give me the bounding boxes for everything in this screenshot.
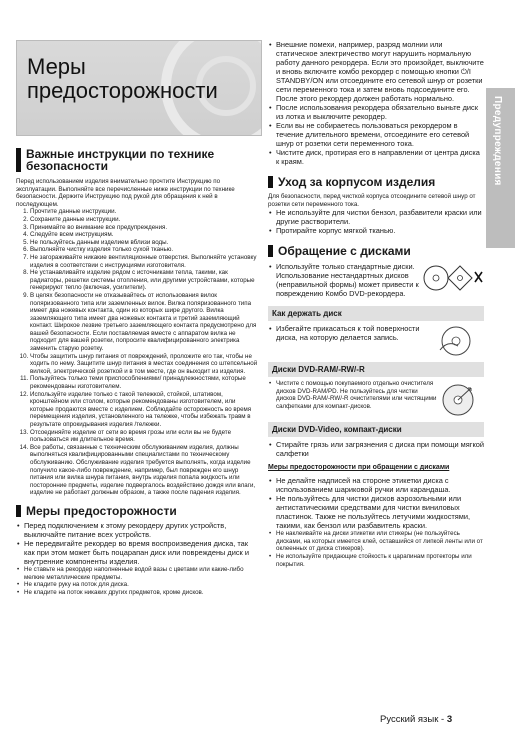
side-tab: [486, 88, 515, 248]
hand-holding-disc-icon: [436, 324, 476, 358]
disc-cleaning-icon: [438, 380, 480, 418]
list-item: 14. Все работы, связанные с техническим обслуживанием изделия, должны выполняться квалифицированными специалистами по техническому обслуживанию. Обслуживание изделия требуется выполнять, когда изделие получило какое-либо повреждение, например, был поврежден его шнур питания или вилка шнура питания, внутрь изделия попала жидкость или посторонние предметы, изделие подвергалось воздействию дождя или влаги, изделие не работает должным образом, а также после падения изделия.: [30, 444, 260, 497]
list-item: • Избегайте прикасаться к той поверхности диска, на которую делается запись.: [276, 324, 436, 342]
care-intro: Для безопасности, перед чисткой корпуса отсоедините сетевой шнур от розетки сети переменного тока.: [268, 193, 476, 208]
care-list: [268, 208, 484, 235]
list-item: • Не кладите на поток никаких других предметов, кроме дисков.: [24, 589, 260, 597]
list-item: 10. Чтобы защитить шнур питания от повреждений, проложите его так, чтобы не ходить по нему. Защитите шнур питания в местах соединения со штепсельной вилкой, электрической розеткой и в том месте, где он выходит из изделия.: [30, 353, 260, 376]
list-item: 6. Выполняйте чистку изделия только сухой тканью.: [30, 246, 260, 254]
safety-list: [16, 208, 260, 497]
title-banner: [16, 40, 262, 136]
list-item: • Не используйте придающие стойкость к царапинам протекторы или покрытия.: [276, 553, 484, 568]
list-item: • Не наклеивайте на диски этикетки или стикеры (не пользуйтесь дисками, на которых имеется клей, оставшийся от липкой ленты или от оклеенных от диска стикеров).: [276, 530, 484, 553]
list-item: • Чистите диск, протирая его в направлении от центра диска к краям.: [276, 148, 484, 166]
list-item: • Чистите с помощью покупаемого отдельно очистителя дисков DVD-RAM/PD. Не пользуйтесь для чистки дисков DVD-RAM/-RW/-R очистителями или чистящими салфетками для компакт-дисков.: [276, 380, 438, 410]
page-title: Меры предосторожности: [27, 54, 218, 103]
list-item: • Не передвигайте рекордер во время воспроизведения диска, так как при этом может быть поцарапан диск или повреждены диск и внутренние компоненты изделия.: [24, 539, 260, 566]
list-item: • Перед подключением к этому рекордеру других устройств, выключайте питание всех устройств.: [24, 521, 260, 539]
section-heading-care: Уход за корпусом изделия: [268, 176, 484, 188]
list-item: • Стирайте грязь или загрязнения с диска при помощи мягкой салфетки: [276, 440, 484, 458]
section-heading-safety: Важные инструкции по технике безопасности: [16, 148, 260, 172]
subheading-hold-disc: Как держать диск: [268, 306, 484, 321]
list-item: • Используйте только стандартные диски. Использование нестандартных дисков (неправильной формы) может привести к повреждению Комбо DVD-рекордера.: [276, 262, 422, 298]
list-item: • Не кладите руку на поток для диска.: [24, 581, 260, 589]
list-item: 8. Не устанавливайте изделие рядом с источниками тепла, такими, как радиаторы, решетки системы отопления, или другими устройствами, которые генерируют тепло (включая, усилители).: [30, 269, 260, 292]
list-item: 1. Прочтите данные инструкции.: [30, 208, 260, 216]
list-item: 12. Используйте изделие только с такой тележкой, стойкой, штативом, кронштейном или столом, которые рекомендованы изготовителем, или которые продаются вместе с изделием. Соблюдайте осторожность во время перемещения изделия, установленного на тележке, чтобы избежать травм в результате опрокидывания изделия /тележки.: [30, 391, 260, 429]
list-item: • Внешние помехи, например, разряд молнии или статическое электричество могут нарушить нормальную работу данного рекордера. Если это произойдет, выключите и вновь включите комбо рекордер с помощью кнопки ⏻/I STANDBY/ON или отсоедините его сетевой шнур от розетки сети переменного тока и затем вновь подсоедините его. После этого рекордер должен работать нормально.: [276, 40, 484, 103]
subheading-handling: Меры предосторожности при обращении с дисками: [268, 464, 450, 472]
list-item: 5. Не пользуйтесь данным изделием вблизи воды.: [30, 239, 260, 247]
section-heading-precautions: Меры предосторожности: [16, 505, 260, 517]
list-item: • После использования рекордера обязательно выньте диск из лотка и выключите рекордер.: [276, 103, 484, 121]
disc-list: [268, 262, 422, 298]
subheading-dvd-ram: Диски DVD-RAM/-RW/-R: [268, 362, 484, 377]
left-column: [16, 148, 260, 596]
list-item: 7. Не загораживайте никакие вентиляционные отверстия. Выполняйте установку изделия в соответствии с инструкциями изготовителя.: [30, 254, 260, 269]
list-item: 13. Отсоединяйте изделие от сети во время грозы или если вы не будете пользоваться им длительное время.: [30, 429, 260, 444]
list-item: • Если вы не собираетесь пользоваться рекордером в течение длительного времени, отсоедините его сетевой шнур от розетки сети переменного тока.: [276, 121, 484, 148]
disc-shapes-icon: [422, 262, 484, 302]
dvd-video-list: [268, 440, 484, 458]
list-item: 4. Следуйте всем инструкциям.: [30, 231, 260, 239]
dvd-ram-list: [268, 380, 438, 410]
right-column: [268, 40, 484, 568]
list-item: • Не делайте надписей на стороне этикетки диска с использованием шариковой ручки или карандаша.: [276, 476, 484, 494]
safety-intro: Перед использованием изделия внимательно прочтите Инструкцию по эксплуатации. Выполняйте все перечисленные ниже инструкции по технике безопасности. Держите Инструкцию под рукой для обращения к ней в последующем.: [16, 178, 235, 208]
page-number: Русский язык - 3: [380, 714, 453, 725]
list-item: • Не используйте для чистки бензол, разбавители краски или другие растворители.: [276, 208, 484, 226]
list-item: • Не ставьте на рекордер наполненные водой вазы с цветами или какие-либо мелкие металлические предметы.: [24, 566, 260, 581]
precautions-list-small: [16, 566, 260, 596]
list-item: 3. Принимайте во внимание все предупреждения.: [30, 224, 260, 232]
list-item: 9. В целях безопасности не отказывайтесь от использования вилок поляризованного типа или заземленных вилок. Вилка поляризованного типа имеет два ножевых контакта, один из которых шире другого. Вилка заземляющего типа имеет два ножевых контакта и третий заземляющий контакт. Широкое лезвие третьего заземляющего контакта предусмотрено для вашей безопасности. Если поставляемая вместе с аппаратом вилка не подходит для вашей розетки, попросите квалифицированного электрика заменить старую розетку.: [30, 292, 260, 353]
subheading-dvd-video: Диски DVD-Video, компакт-диски: [268, 422, 484, 437]
handling-list: [268, 476, 484, 530]
list-item: 2. Сохраните данные инструкции.: [30, 216, 260, 224]
side-tab-label: Предупреждения: [492, 96, 503, 186]
list-item: 11. Пользуйтесь только теми приспособлениями/ принадлежностями, которые рекомендованы изготовителем.: [30, 375, 260, 390]
list-item: • Протирайте корпус мягкой тканью.: [276, 226, 484, 235]
general-list: [268, 40, 484, 166]
hold-disc-list: [268, 324, 436, 342]
precautions-list: [16, 521, 260, 566]
section-heading-discs: Обращение с дисками: [268, 245, 484, 257]
list-item: • Не пользуйтесь для чистки дисков аэрозольными или антистатическими средствами для чистки виниловых пластинок. Также не пользуйтесь летучими жидкостями, такими, как бензол или разбавитель краски.: [276, 494, 484, 530]
handling-list-small: [268, 530, 484, 568]
